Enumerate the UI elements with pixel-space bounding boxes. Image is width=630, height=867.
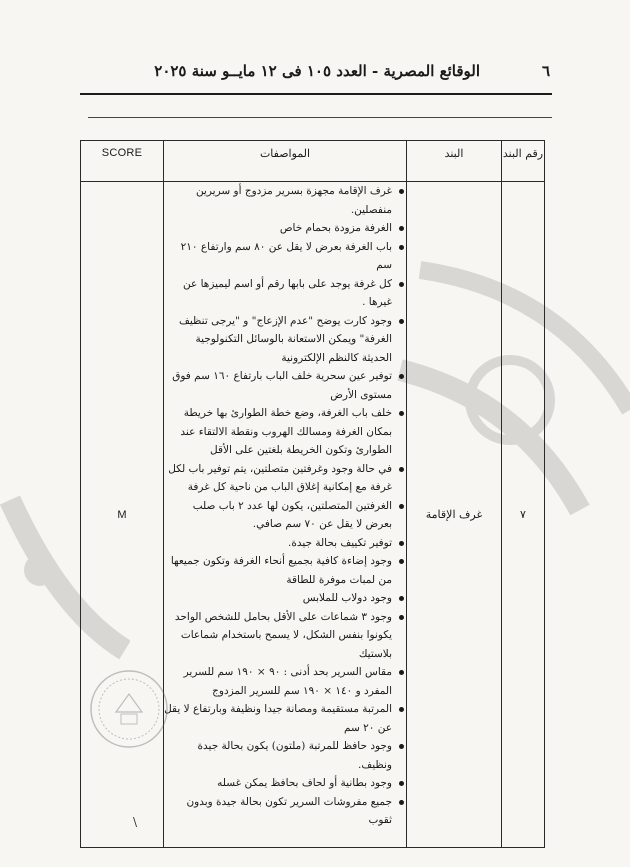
cell-score: M — [81, 182, 164, 848]
header-rule — [80, 93, 552, 95]
page-header — [80, 62, 550, 90]
specifications-list — [164, 182, 406, 830]
header-item-number: رقم البند — [502, 141, 545, 182]
specification-item: خلف باب الغرفة، وضع خطة الطوارئ بها خريطة بمكان الغرفة ومسالك الهروب ونقطة الالتقاء عند الطوارئ وتكون الخريطة بلغتين على الأقل — [164, 404, 392, 460]
specification-item: توفير عين سحرية خلف الباب بارتفاع ١٦٠ سم فوق مستوى الأرض — [164, 367, 392, 404]
specification-item: وجود إضاءة كافية بجميع أنحاء الغرفة وتكون جميعها من لمبات موفرة للطاقة — [164, 552, 392, 589]
specification-item: غرف الإقامة مجهزة بسرير مزدوج أو سريرين منفصلين. — [164, 182, 392, 219]
specification-item: وجود دولاب للملابس — [164, 589, 392, 608]
specification-item: وجود حافظ للمرتبة (ملتون) يكون بحالة جيدة ونظيف. — [164, 737, 392, 774]
cell-specifications — [164, 182, 407, 848]
specification-item: وجود بطانية أو لحاف بحافظ يمكن غسله — [164, 774, 392, 793]
specification-item: في حالة وجود وغرفتين متصلتين، يتم توفير باب لكل غرفة مع إمكانية إغلاق الباب من ناحية كل غرفة — [164, 460, 392, 497]
specification-item: وجود كارت يوضح "عدم الإزعاج" و "يرجى تنظيف الغرفة" ويمكن الاستعانة بالوسائل التكنولوجية الحديثة كالنظم الإلكترونية — [164, 312, 392, 368]
specification-item: المرتبة مستقيمة ومصانة جيدا ونظيفة وبارتفاع لا يقل عن ٢٠ سم — [164, 700, 392, 737]
specification-item: الغرفة مزودة بحمام خاص — [164, 219, 392, 238]
specification-item: توفير تكييف بحالة جيدة. — [164, 534, 392, 553]
specification-item: مقاس السرير بحد أدنى : ٩٠ × ١٩٠ سم للسرير المفرد و ١٤٠ × ١٩٠ سم للسرير المزدوج — [164, 663, 392, 700]
cell-item-number: ٧ — [502, 182, 545, 848]
official-seal-icon — [88, 668, 170, 750]
specification-item: الغرفتين المتصلتين، يكون لها عدد ٢ باب صلب بعرض لا يقل عن ٧٠ سم صافي. — [164, 497, 392, 534]
specification-item: وجود ٣ شماعات على الأقل بحامل للشخص الواحد يكونوا بنفس الشكل، لا يسمح باستخدام شماعات بلاستيك — [164, 608, 392, 664]
gazette-title: الوقائع المصرية - العدد ١٠٥ فى ١٢ مايــو سنة ٢٠٢٥ — [154, 62, 480, 80]
header-item: البند — [407, 141, 502, 182]
header-specifications: المواصفات — [164, 141, 407, 182]
header-thin-rule — [88, 117, 552, 118]
table-header-row — [81, 141, 545, 182]
header-score: SCORE — [81, 141, 164, 182]
cell-item: غرف الإقامة — [407, 182, 502, 848]
specification-item: باب الغرفة بعرض لا يقل عن ٨٠ سم وارتفاع ٢١٠ سم — [164, 238, 392, 275]
specification-item: جميع مفروشات السرير تكون بحالة جيدة وبدون ثقوب — [164, 793, 392, 830]
specification-item: كل غرفة يوجد على بابها رقم أو اسم ليميزها عن غيرها . — [164, 275, 392, 312]
corner-mark: \ — [133, 815, 138, 829]
page-number: ٦ — [541, 62, 550, 80]
